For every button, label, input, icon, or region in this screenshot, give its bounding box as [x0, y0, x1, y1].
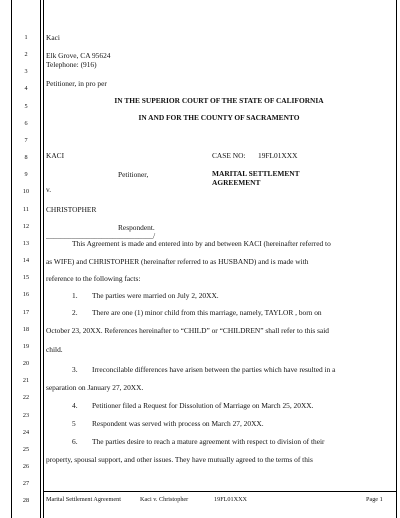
paragraph-text: Petitioner filed a Request for Dissolution of Marriage on March 25, 20XX. [92, 401, 314, 410]
line-number: 18 [22, 326, 30, 333]
line-number: 5 [24, 103, 28, 110]
paragraph-text: There are one (1) minor child from this marriage, namely, TAYLOR , born on [92, 308, 322, 317]
line-number: 10 [22, 188, 30, 195]
line-number: 26 [22, 463, 30, 470]
respondent-name: CHRISTOPHER [46, 205, 97, 214]
party-address: Elk Grove, CA 95624 [46, 51, 111, 60]
line-number: 16 [22, 291, 30, 298]
line-number: 20 [22, 360, 30, 367]
footer-case-number: 19FL01XXX [214, 496, 248, 503]
respondent-label: Respondent. [118, 223, 155, 232]
paragraph-number: 3. [72, 365, 78, 374]
line-number: 15 [22, 274, 30, 281]
paragraph-text: property, spousal support, and other issues. They have mutually agreed to the terms of this [46, 455, 313, 464]
line-number: 13 [22, 240, 30, 247]
line-number: 17 [22, 309, 30, 316]
line-number: 3 [24, 68, 28, 75]
left-margin-rule [11, 0, 12, 518]
line-number: 4 [24, 85, 28, 92]
paragraph-text: child. [46, 345, 63, 354]
line-number: 6 [24, 120, 28, 127]
paragraph-text: separation on January 27, 20XX. [46, 383, 144, 392]
line-number: 9 [24, 171, 28, 178]
left-double-rule-outer [43, 0, 44, 518]
paragraph-text: The parties were married on July 2, 20XX. [92, 291, 219, 300]
paragraph-text: October 23, 20XX. References hereinafter to “CHILD” or “CHILDREN” shall refer to this said [46, 326, 330, 335]
line-number: 11 [23, 206, 29, 213]
case-number: 19FL01XXX [258, 151, 298, 160]
paragraph-number: 2. [72, 308, 78, 317]
paragraph-number: 1. [72, 291, 78, 300]
footer-rule [43, 491, 396, 492]
party-role: Petitioner, in pro per [46, 79, 107, 88]
paragraph-number: 4. [72, 401, 78, 410]
paragraph-text: The parties desire to reach a mature agreement with respect to division of their [92, 437, 325, 446]
line-number: 12 [22, 223, 30, 230]
line-number: 25 [22, 446, 30, 453]
line-number: 19 [22, 343, 30, 350]
line-number: 23 [22, 412, 30, 419]
right-margin-rule [396, 0, 397, 518]
court-name: IN THE SUPERIOR COURT OF THE STATE OF CALIFORNIA [114, 96, 324, 105]
line-number: 7 [24, 137, 28, 144]
intro-line: This Agreement is made and entered into by and between KACI (hereinafter referred to [72, 239, 331, 248]
party-name: Kaci [46, 33, 60, 42]
line-number: 22 [22, 394, 30, 401]
paragraph-text: Respondent was served with process on March 27, 20XX. [92, 419, 264, 428]
footer-page-number: Page 1 [366, 496, 383, 503]
line-number: 24 [22, 429, 30, 436]
intro-line: as WIFE) and CHRISTOPHER (hereinafter referred to as HUSBAND) and is made with [46, 257, 309, 266]
paragraph-number: 6. [72, 437, 78, 446]
line-number: 14 [22, 257, 30, 264]
document-title-line1: MARITAL SETTLEMENT [212, 169, 300, 178]
case-number-label: CASE NO: [212, 151, 246, 160]
left-double-rule-inner [40, 0, 41, 518]
line-number: 21 [22, 377, 30, 384]
party-telephone: Telephone: (916) [46, 60, 97, 69]
footer-document-title: Marital Settlement Agreement [46, 496, 121, 503]
petitioner-name: KACI [46, 151, 65, 160]
line-number: 27 [22, 480, 30, 487]
paragraph-text: Irreconcilable differences have arisen between the parties which have resulted in a [92, 365, 336, 374]
footer-parties: Kaci v. Christopher [140, 496, 189, 503]
petitioner-label: Petitioner, [118, 170, 149, 179]
intro-line: reference to the following facts: [46, 274, 141, 283]
line-number: 1 [24, 34, 28, 41]
document-title-line2: AGREEMENT [212, 178, 261, 187]
line-number: 8 [24, 154, 28, 161]
court-county: IN AND FOR THE COUNTY OF SACRAMENTO [138, 113, 300, 122]
paragraph-number: 5 [72, 419, 76, 428]
versus: v. [46, 185, 52, 194]
line-number: 28 [22, 497, 30, 504]
line-number: 2 [24, 51, 28, 58]
caption-signature-line: _____________________________/ [46, 231, 156, 240]
